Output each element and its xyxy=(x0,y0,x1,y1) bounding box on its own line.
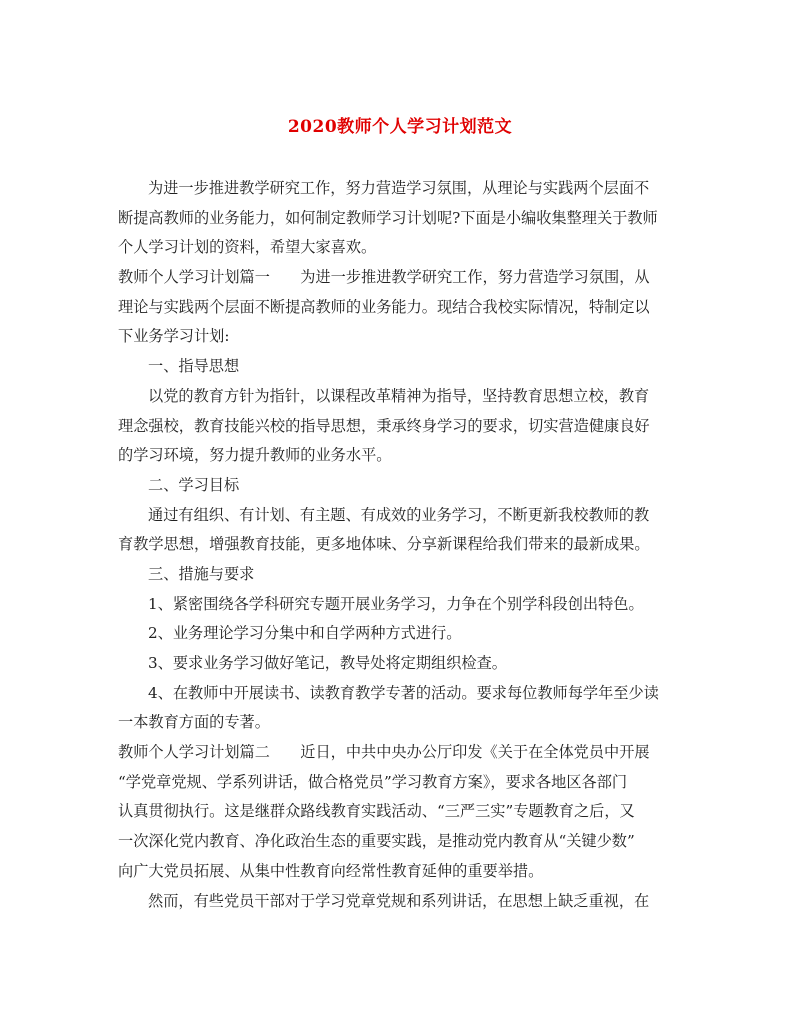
text-line: 4、在教师中开展读书、读教育教学专著的活动。要求每位教师每学年至少读 xyxy=(148,683,659,702)
document-title: 2020教师个人学习计划范文 xyxy=(287,117,513,137)
text-line: 二、学习目标 xyxy=(148,475,240,494)
text-line: 的学习环境，努力提升教师的业务水平。 xyxy=(118,446,392,465)
text-line: 为进一步推进教学研究工作，努力营造学习氛围，从理论与实践两个层面不 xyxy=(148,179,650,197)
text-line: 认真贯彻执行。这是继群众路线教育实践活动、“三严三实”专题教育之后，又 xyxy=(118,802,635,821)
text-line: 三、措施与要求 xyxy=(148,564,255,583)
text-line: 以党的教育方针为指针，以课程改革精神为指导，坚持教育思想立校，教育 xyxy=(148,386,650,405)
text-line: 下业务学习计划: xyxy=(118,327,230,346)
text-line: 一本教育方面的专著。 xyxy=(118,713,270,732)
text-line: 育教学思想，增强教育技能，更多地体味、分享新课程给我们带来的最新成果。 xyxy=(118,535,650,554)
text-line: 理论与实践两个层面不断提高教师的业务能力。现结合我校实际情况，特制定以 xyxy=(118,297,650,316)
text-line: 一、指导思想 xyxy=(148,357,240,376)
text-line: 一次深化党内教育、净化政治生态的重要实践，是推动党内教育从“关键少数” xyxy=(118,832,635,851)
document-body xyxy=(118,174,674,916)
text-line: 教师个人学习计划篇一 为进一步推进教学研究工作，努力营造学习氛围，从 xyxy=(118,268,650,287)
text-line: “学党章党规、学系列讲话，做合格党员”学习教育方案》，要求各地区各部门 xyxy=(118,772,628,791)
text-line: 向广大党员拓展、从集中性教育向经常性教育延伸的重要举措。 xyxy=(118,861,544,880)
text-line: 断提高教师的业务能力，如何制定教师学习计划呢?下面是小编收集整理关于教师 xyxy=(118,208,658,227)
text-line: 3、要求业务学习做好笔记，教导处将定期组织检查。 xyxy=(148,654,507,672)
text-line: 教师个人学习计划篇二 近日，中共中央办公厅印发《关于在全体党员中开展 xyxy=(118,743,650,762)
text-line: 个人学习计划的资料，希望大家喜欢。 xyxy=(118,238,377,257)
text-line: 1、紧密围绕各学科研究专题开展业务学习，力争在个别学科段创出特色。 xyxy=(148,594,644,613)
text-line: 然而，有些党员干部对于学习党章党规和系列讲话，在思想上缺乏重视，在 xyxy=(148,891,650,910)
text-line: 理念强校，教育技能兴校的指导思想，秉承终身学习的要求，切实营造健康良好 xyxy=(118,416,650,435)
text-line: 2、业务理论学习分集中和自学两种方式进行。 xyxy=(148,624,462,643)
text-line: 通过有组织、有计划、有主题、有成效的业务学习，不断更新我校教师的教 xyxy=(148,505,650,524)
